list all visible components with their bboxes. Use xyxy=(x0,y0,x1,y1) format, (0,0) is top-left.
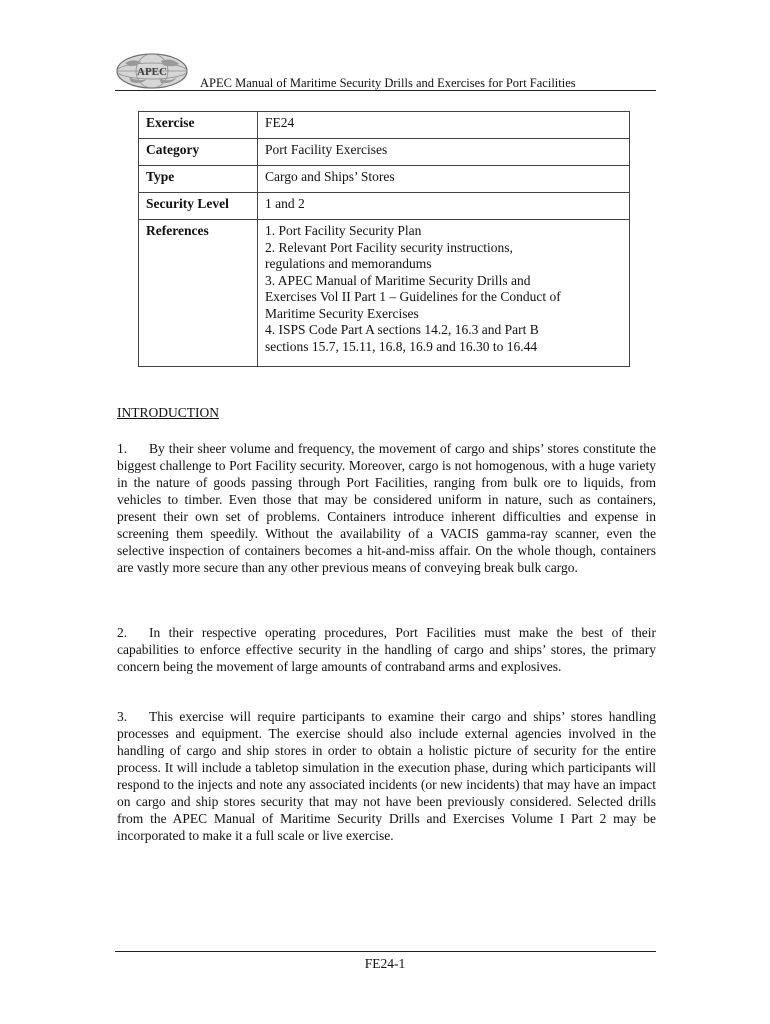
security-level-label: Security Level xyxy=(139,193,258,220)
exercise-value: FE24 xyxy=(258,112,630,139)
table-row xyxy=(139,112,630,139)
apec-logo-text: APEC xyxy=(137,66,167,78)
footer-divider xyxy=(115,951,656,952)
reference-line: Exercises Vol II Part 1 – Guidelines for the Conduct of xyxy=(265,289,561,304)
category-label: Category xyxy=(139,139,258,166)
reference-line: Maritime Security Exercises xyxy=(265,305,419,321)
references-label: References xyxy=(139,220,258,367)
security-level-value: 1 and 2 xyxy=(258,193,630,220)
reference-line: 3. APEC Manual of Maritime Security Drills and xyxy=(265,272,531,288)
paragraph-number: 2. xyxy=(117,625,128,640)
paragraph-1 xyxy=(117,440,656,576)
reference-line: 1. Port Facility Security Plan xyxy=(265,223,422,238)
paragraph-3 xyxy=(117,708,656,844)
type-label: Type xyxy=(139,166,258,193)
reference-line: 2. Relevant Port Facility security instructions, xyxy=(265,239,513,255)
reference-line: sections 15.7, 15.11, 16.8, 16.9 and 16.30 to 16.44 xyxy=(265,338,538,354)
page-header-title: APEC Manual of Maritime Security Drills and Exercises for Port Facilities xyxy=(200,76,576,90)
table-row xyxy=(139,139,630,166)
reference-line: regulations and memorandums xyxy=(265,256,432,271)
type-value: Cargo and Ships’ Stores xyxy=(258,166,630,193)
reference-line: 4. ISPS Code Part A sections 14.2, 16.3 and Part B xyxy=(265,322,539,337)
paragraph-text: In their respective operating procedures, Port Facilities must make the best of their capabilities to enforce effective security in the handling of cargo and ships’ stores, the primary concern being the movement of large amounts of contraband arms and explosives. xyxy=(117,625,656,674)
header-divider xyxy=(115,90,656,91)
exercise-label: Exercise xyxy=(139,112,258,139)
paragraph-number: 3. xyxy=(117,709,128,724)
references-value xyxy=(258,220,630,367)
table-row xyxy=(139,166,630,193)
page-number: FE24-1 xyxy=(364,956,406,971)
paragraph-text: This exercise will require participants to examine their cargo and ships’ stores handling processes and equipment. The exercise should also include external agencies involved in the handling of cargo and ship stores in order to obtain a holistic picture of security for the entire process. It will include a tabletop simulation in the execution phase, during which participants will respond to the injects and note any associated incidents (or new incidents) that may have an impact on cargo and ship stores security that may not have been previously considered. Selected drills from the APEC Manual of Maritime Security Drills and Exercises Volume I Part 2 may be incorporated to make it a full scale or live exercise. xyxy=(117,709,656,843)
paragraph-2 xyxy=(117,624,656,675)
table-row xyxy=(139,220,630,367)
table-row xyxy=(139,193,630,220)
exercise-info-table xyxy=(138,111,630,367)
category-value: Port Facility Exercises xyxy=(258,139,630,166)
apec-logo xyxy=(115,52,189,90)
introduction-heading: INTRODUCTION xyxy=(117,405,219,420)
paragraph-number: 1. xyxy=(117,441,128,456)
paragraph-text: By their sheer volume and frequency, the movement of cargo and ships’ stores constitute the biggest challenge to Port Facility security. Moreover, cargo is not homogenous, with a huge variety in the nature of goods passing through Port Facilities, ranging from bulk ore to liquids, from vehicles to timber. Even those that may be considered uniform in nature, such as containers, present their own set of problems. Containers introduce inherent difficulties and expense in screening them speedily. Without the availability of a VACIS gamma-ray scanner, even the selective inspection of containers becomes a hit-and-miss affair. On the whole though, containers are vastly more secure than any other previous means of conveying break bulk cargo. xyxy=(117,441,656,575)
